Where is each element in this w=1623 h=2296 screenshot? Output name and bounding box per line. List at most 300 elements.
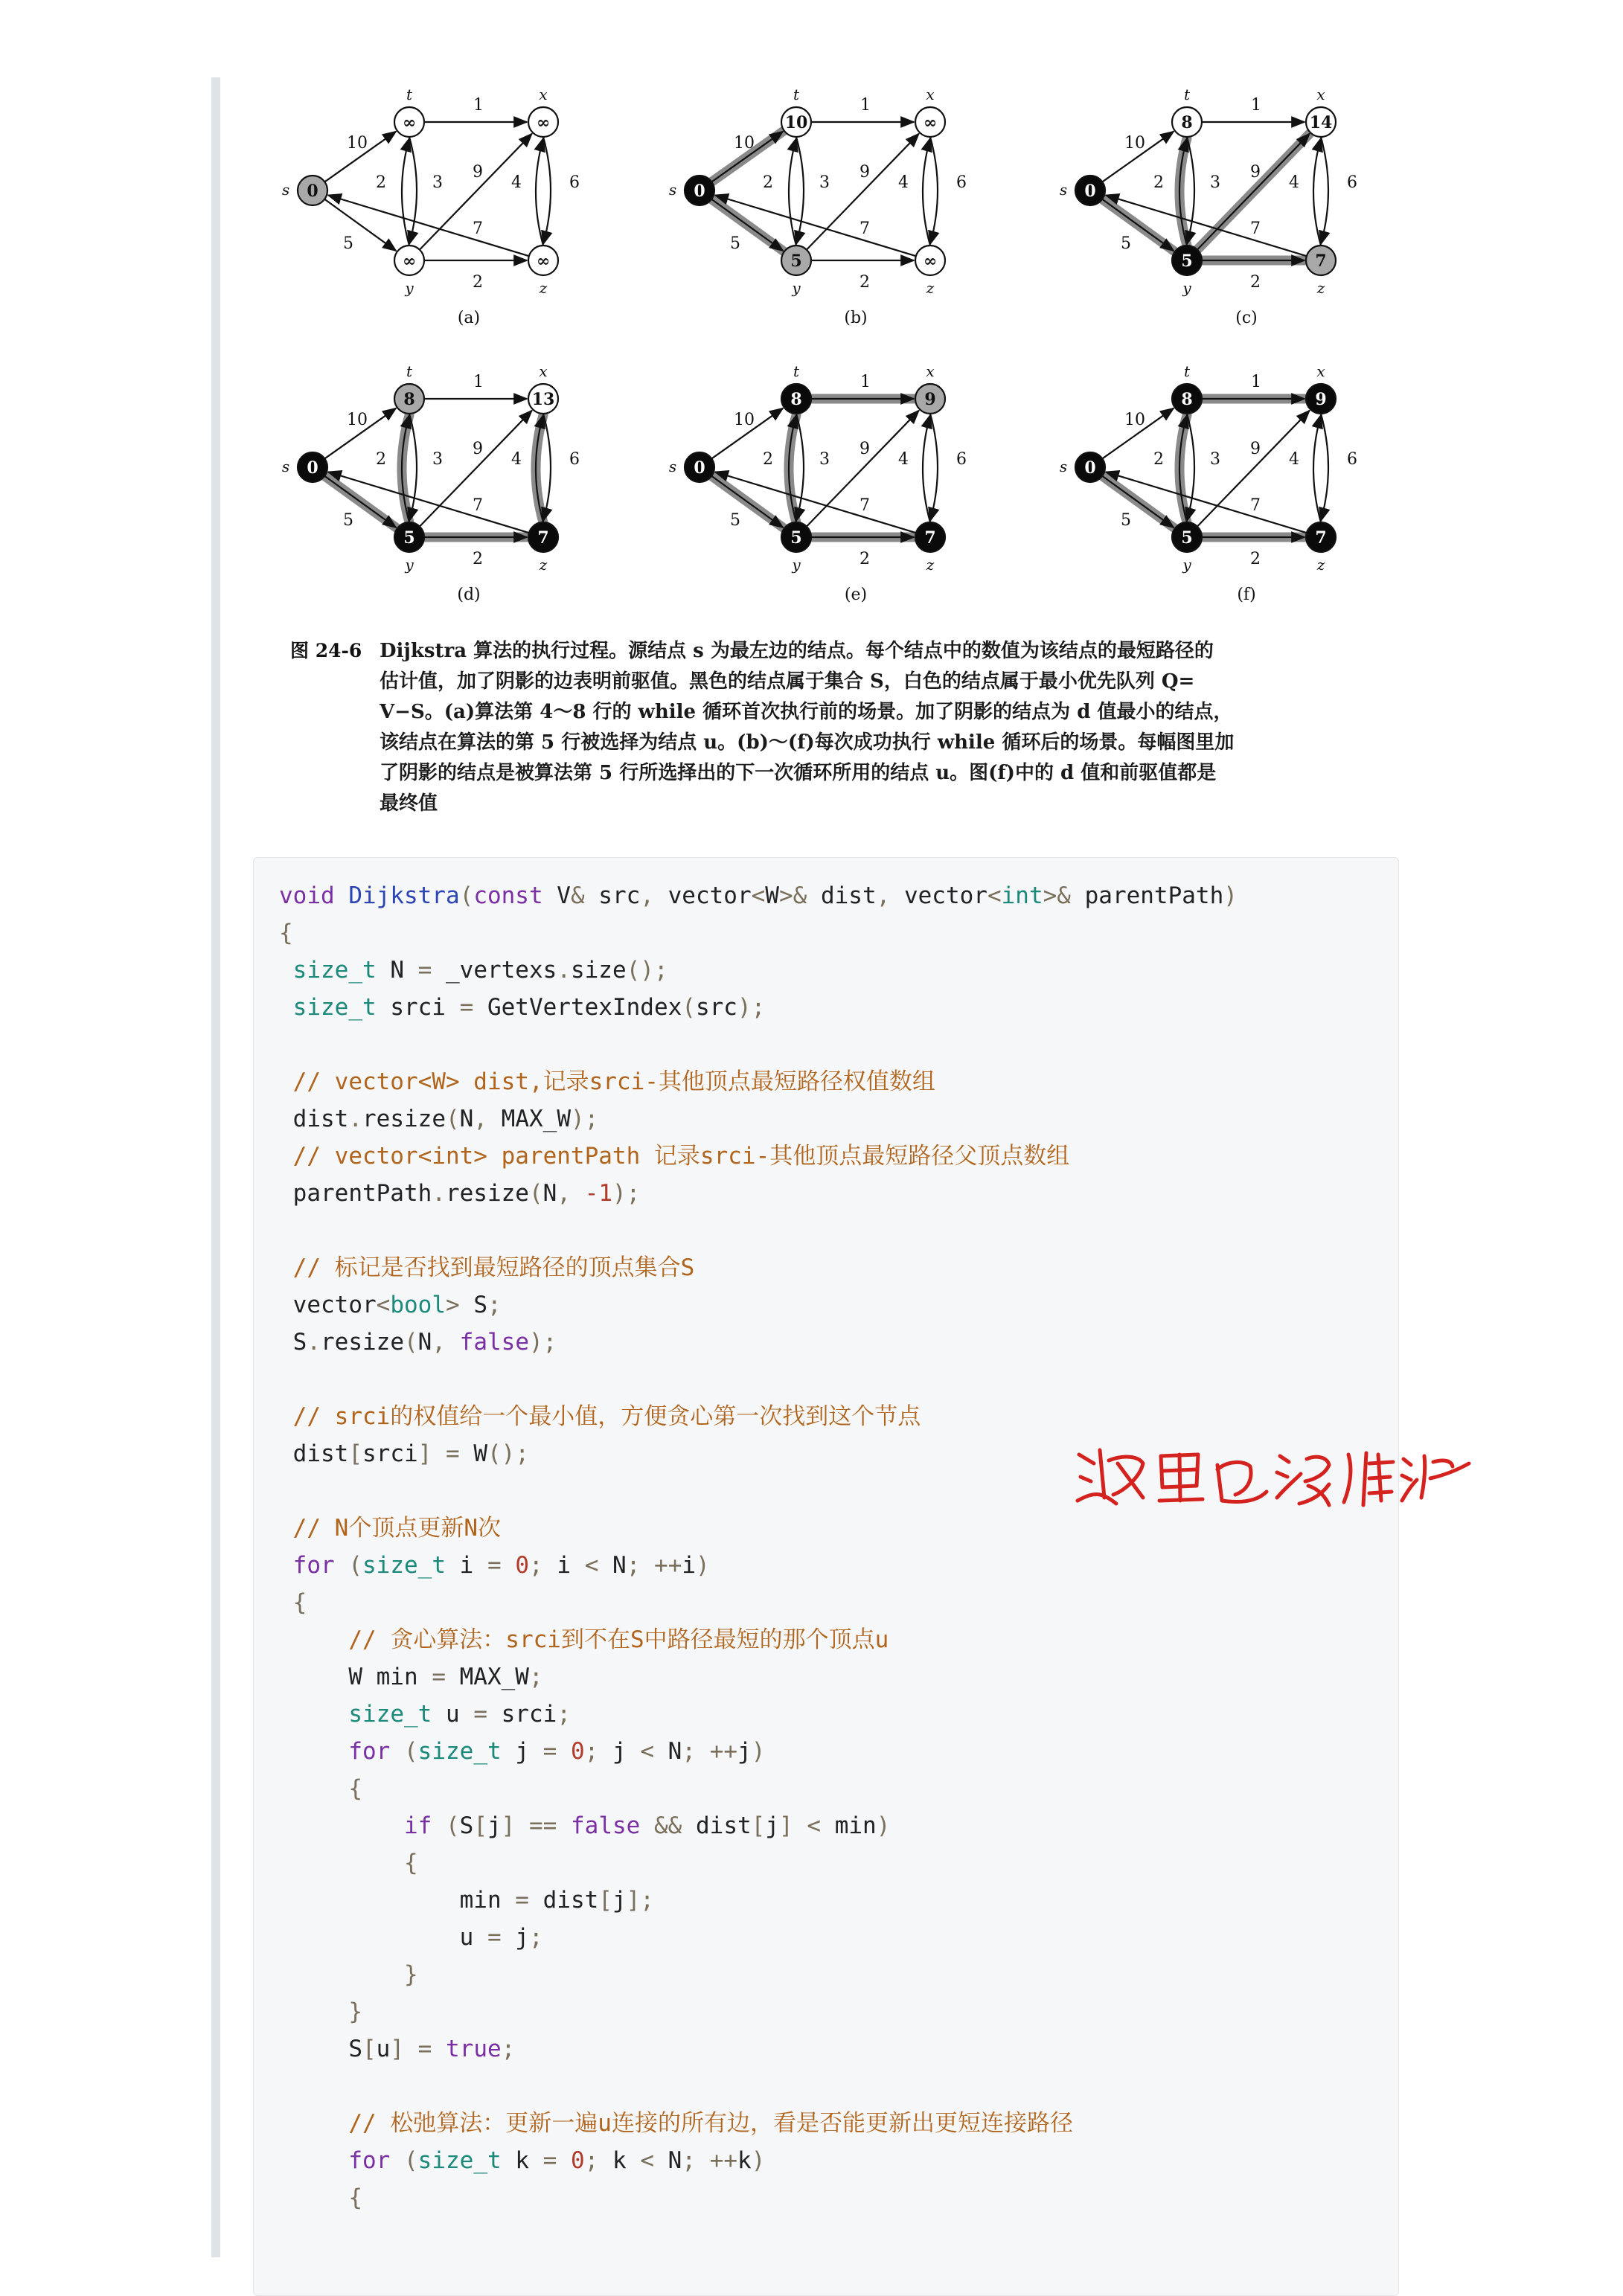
node-distance: ∞	[536, 113, 551, 132]
code-token: u	[376, 2036, 391, 2062]
code-token: =	[417, 2036, 432, 2062]
code-token: )	[751, 1738, 766, 1765]
code-token: ++	[654, 1552, 682, 1579]
edge-weight: 5	[343, 234, 353, 253]
figure-caption-line: 该结点在算法的第 5 行被选择为结点 u。(b)～(f)每次成功执行 while 循环后的场景。每幅图里加	[380, 731, 1235, 754]
code-token: srci	[487, 1701, 557, 1728]
node-name: y	[405, 556, 414, 574]
code-token	[279, 1850, 404, 1876]
code-token: ;	[626, 1552, 641, 1579]
code-token: j	[598, 1738, 641, 1765]
code-token: =	[459, 994, 474, 1021]
code-token: ();	[487, 1440, 529, 1467]
node-distance: 9	[924, 390, 936, 409]
code-token: W	[459, 1440, 487, 1467]
code-token: u	[432, 1701, 474, 1728]
code-token	[279, 1738, 348, 1765]
code-token: i	[446, 1552, 487, 1579]
node-name: z	[1316, 279, 1325, 297]
node-name: t	[793, 362, 800, 380]
code-line	[279, 1212, 1398, 1249]
code-token: MAX_W	[445, 1664, 529, 1690]
code-token: true	[446, 2036, 502, 2062]
code-token: for	[348, 2147, 391, 2174]
code-token: .	[307, 1329, 321, 1356]
code-token: .	[432, 1180, 446, 1207]
edge-weight: 7	[1250, 496, 1261, 515]
code-token: [	[598, 1887, 612, 1914]
code-token	[335, 882, 349, 909]
code-line	[279, 1956, 1398, 1993]
code-token: ]	[390, 2036, 404, 2062]
edge-weight: 5	[730, 234, 740, 253]
figure-caption-line: 估计值，加了阴影的边表明前驱值。黑色的结点属于集合 S，白色的结点属于最小优先队列 Q=	[380, 670, 1195, 693]
edge-weight: 3	[819, 450, 830, 469]
node-distance: ∞	[923, 251, 938, 271]
code-token: GetVertexIndex	[473, 994, 682, 1021]
edge-weight: 9	[859, 163, 870, 182]
code-token: ,	[640, 882, 654, 909]
code-line	[279, 2179, 1398, 2216]
edge-weight: 3	[819, 173, 830, 192]
edge-weight: 9	[473, 163, 483, 182]
code-token: .	[348, 1106, 362, 1132]
code-token: <	[584, 1552, 599, 1579]
code-token: ;	[528, 1924, 543, 1951]
panel-label: (e)	[844, 586, 868, 604]
edge-arrow	[923, 138, 930, 246]
node-distance: 0	[1084, 458, 1096, 478]
code-token	[279, 1552, 293, 1579]
edge-arrow	[1102, 199, 1174, 251]
code-token: srci	[362, 1440, 418, 1467]
code-token: vector	[890, 882, 987, 909]
code-token: =	[542, 2147, 557, 2174]
code-token: N	[376, 957, 418, 984]
code-token: }	[348, 1998, 362, 2025]
edge-arrow	[711, 199, 783, 251]
code-line	[279, 1361, 1398, 1398]
code-token: vector	[279, 1292, 377, 1318]
node-distance: ∞	[402, 113, 417, 132]
edge-weight: 3	[432, 173, 443, 192]
code-token	[557, 1812, 571, 1839]
node-name: x	[926, 86, 935, 103]
node-distance: 8	[1181, 113, 1193, 132]
panel-label: (a)	[457, 309, 481, 327]
node-distance: 0	[694, 182, 705, 201]
code-token: if	[403, 1812, 432, 1839]
node-distance: 0	[1084, 182, 1096, 201]
edge-arrow	[796, 137, 804, 244]
code-line	[279, 1100, 1398, 1138]
edge-weight: 7	[859, 219, 870, 238]
code-token: =	[487, 1552, 502, 1579]
code-token: N	[598, 1552, 627, 1579]
code-token: min	[279, 1887, 516, 1914]
node-distance: ∞	[402, 251, 417, 271]
code-line	[279, 1584, 1398, 1621]
node-distance: 0	[307, 182, 318, 201]
code-token: j	[737, 1738, 752, 1765]
graph-panel	[669, 86, 967, 327]
edge-weight: 3	[1210, 173, 1220, 192]
edge-arrow	[402, 138, 409, 246]
edge-arrow	[930, 414, 938, 521]
node-distance: 13	[531, 390, 555, 409]
code-token	[571, 1180, 585, 1207]
code-token: S	[279, 1329, 307, 1356]
figure-caption-label: 图 24-6	[290, 640, 362, 661]
code-token: // 松弛算法：更新一遍u连接的所有边，看是否能更新出更短连接路径	[279, 2110, 1073, 2137]
code-token	[279, 1998, 348, 2025]
edge-weight: 1	[860, 373, 871, 391]
code-token	[432, 1812, 446, 1839]
code-line	[279, 1621, 1398, 1658]
code-token: (	[404, 2147, 418, 2174]
code-token	[432, 2036, 446, 2062]
code-token	[557, 1738, 571, 1765]
edge-arrow	[1321, 414, 1328, 521]
code-token: W min	[279, 1664, 432, 1690]
code-token	[390, 2147, 404, 2174]
code-token	[390, 1738, 404, 1765]
edge-weight: 7	[473, 496, 483, 515]
code-token: (	[404, 1738, 418, 1765]
code-token: ,	[876, 882, 891, 909]
code-token: (	[445, 1812, 460, 1839]
code-token: ];	[626, 1887, 654, 1914]
code-token: (	[682, 994, 696, 1021]
code-token: {	[403, 1850, 418, 1876]
node-name: x	[539, 86, 548, 103]
code-token: dist	[279, 1106, 349, 1132]
code-token: 0	[571, 1738, 585, 1765]
code-token: ;	[584, 1738, 599, 1765]
edge-weight: 2	[376, 173, 386, 192]
code-token	[696, 1738, 710, 1765]
node-name: y	[792, 279, 801, 297]
node-name: y	[1182, 556, 1191, 574]
code-token: ();	[626, 957, 668, 984]
node-name: z	[926, 279, 935, 297]
code-token: [	[751, 1812, 766, 1839]
code-token: <	[807, 1812, 822, 1839]
edge-weight: 9	[473, 440, 483, 458]
code-token: i	[542, 1552, 585, 1579]
code-token	[432, 1440, 446, 1467]
edge-weight: 9	[1250, 163, 1261, 182]
code-token: <	[987, 882, 1002, 909]
blockquote-bar	[211, 77, 220, 2257]
edge-weight: 7	[1250, 219, 1261, 238]
code-token: N	[654, 1738, 682, 1765]
code-token: size_t	[362, 1552, 446, 1579]
code-token: S	[459, 1292, 487, 1318]
code-listing	[254, 858, 1398, 2216]
code-token: )	[876, 1812, 891, 1839]
code-line	[279, 1696, 1398, 1733]
code-token	[279, 1812, 404, 1839]
node-name: z	[539, 279, 548, 297]
edge-weight: 3	[432, 450, 443, 469]
code-token: Dijkstra	[348, 882, 460, 909]
code-token: }	[403, 1961, 418, 1988]
code-token: // 标记是否找到最短路径的顶点集合S	[279, 1254, 695, 1281]
edge-weight: 2	[473, 273, 483, 292]
edge-weight: 6	[1347, 450, 1357, 469]
node-name: t	[1183, 362, 1191, 380]
edge-weight: 5	[343, 511, 353, 530]
code-token	[502, 1552, 516, 1579]
node-distance: 7	[1315, 251, 1327, 271]
code-token: (	[403, 1329, 418, 1356]
node-name: x	[539, 362, 548, 380]
code-token: size	[570, 957, 627, 984]
edge-arrow	[1313, 138, 1321, 246]
code-token	[279, 1589, 293, 1616]
code-line	[279, 2105, 1398, 2142]
code-token: W	[765, 882, 779, 909]
graph-panel	[282, 362, 580, 604]
code-token	[279, 2184, 348, 2211]
code-line	[279, 1249, 1398, 1286]
code-token	[279, 957, 293, 984]
node-name: s	[1059, 458, 1068, 475]
code-token	[279, 2147, 348, 2174]
code-token: ;	[501, 2036, 516, 2062]
edge-arrow	[1313, 415, 1321, 522]
code-token: // 贪心算法：srci到不在S中路径最短的那个顶点u	[279, 1626, 889, 1653]
code-token: k	[501, 2147, 543, 2174]
node-name: t	[406, 362, 413, 380]
code-token: -1	[584, 1180, 612, 1207]
code-token: ;	[584, 2147, 599, 2174]
node-name: x	[1316, 86, 1325, 103]
code-token	[279, 1961, 404, 1988]
node-name: t	[793, 86, 800, 103]
code-token: )	[1223, 882, 1238, 909]
code-token: <	[640, 1738, 655, 1765]
code-token: [	[348, 1440, 362, 1467]
edge-weight: 4	[898, 450, 909, 469]
code-token: ;	[557, 1701, 571, 1728]
panel-label: (c)	[1235, 309, 1258, 327]
edge-weight: 5	[1121, 511, 1131, 530]
code-token: // srci的权值给一个最小值，方便贪心第一次找到这个节点	[279, 1403, 921, 1430]
code-token	[446, 1329, 460, 1356]
code-token: ,	[473, 1106, 487, 1132]
node-distance: 9	[1315, 390, 1327, 409]
code-token: parentPath	[1070, 882, 1224, 909]
code-line	[279, 1063, 1398, 1100]
panel-label: (b)	[844, 309, 868, 327]
code-token: >	[445, 1292, 460, 1318]
code-token	[640, 1812, 654, 1839]
code-token: )	[751, 2147, 766, 2174]
node-distance: 5	[1181, 251, 1193, 271]
code-token: resize	[445, 1180, 529, 1207]
code-token: N	[542, 1180, 557, 1207]
node-name: s	[281, 458, 290, 475]
node-name: s	[1059, 181, 1068, 199]
code-token: // vector<int> parentPath 记录srci-其他顶点最短路径父顶点数组	[279, 1143, 1070, 1170]
graph-panel	[1060, 86, 1357, 327]
code-token: j	[487, 1812, 502, 1839]
node-distance: 5	[403, 528, 415, 548]
code-token: ++	[709, 2147, 738, 2174]
code-token: ;	[682, 1738, 697, 1765]
code-line	[279, 2068, 1398, 2105]
code-line	[279, 1026, 1398, 1063]
node-name: y	[792, 556, 801, 574]
code-token: for	[348, 1738, 391, 1765]
code-token: =	[473, 1701, 487, 1728]
code-token: ;	[682, 2147, 697, 2174]
code-token: [	[362, 2036, 377, 2062]
edge-weight: 4	[1289, 173, 1299, 192]
dijkstra-graph-panels	[268, 71, 1399, 830]
code-token	[279, 1775, 348, 1802]
code-block	[253, 857, 1399, 2296]
code-token: vector	[653, 882, 752, 909]
code-token: (	[528, 1180, 543, 1207]
code-token: ==	[529, 1812, 557, 1839]
edge-weight: 2	[1250, 273, 1261, 292]
handwritten-note	[1072, 1417, 1473, 1514]
edge-weight: 2	[1250, 550, 1261, 568]
code-token: size_t	[292, 994, 377, 1021]
edge-weight: 2	[763, 450, 773, 469]
node-name: t	[406, 86, 413, 103]
code-token: >&	[778, 882, 807, 909]
edge-arrow	[1321, 137, 1328, 244]
node-name: s	[668, 181, 677, 199]
code-token: size_t	[348, 1701, 432, 1728]
code-line	[279, 1770, 1398, 1807]
code-line	[279, 1882, 1398, 1919]
edge-weight: 7	[473, 219, 483, 238]
code-token: j	[612, 1887, 627, 1914]
edge-arrow	[923, 415, 930, 522]
code-token: =	[432, 1664, 446, 1690]
node-distance: 7	[537, 528, 549, 548]
edge-weight: 6	[569, 173, 580, 192]
code-token: );	[529, 1329, 557, 1356]
edge-arrow	[328, 195, 529, 256]
edge-weight: 2	[376, 450, 386, 469]
edge-weight: 10	[734, 411, 755, 429]
code-token	[279, 994, 293, 1021]
figure-caption-line: V−S。(a)算法第 4～8 行的 while 循环首次执行前的场景。加了阴影的结点为 d 值最小的结点，	[380, 701, 1233, 723]
code-token: =	[417, 957, 432, 984]
edge-weight: 10	[1124, 411, 1145, 429]
edge-weight: 10	[347, 134, 368, 153]
code-token: ]	[779, 1812, 793, 1839]
code-token: k	[598, 2147, 641, 2174]
edge-weight: 6	[956, 173, 967, 192]
code-token: ]	[417, 1440, 432, 1467]
code-token: for	[292, 1552, 335, 1579]
edge-weight: 4	[511, 173, 522, 192]
code-token: void	[279, 882, 335, 909]
node-name: x	[1316, 362, 1325, 380]
code-token: const	[473, 882, 543, 909]
code-line	[279, 1844, 1398, 1882]
code-token	[335, 1552, 349, 1579]
edge-arrow	[789, 138, 796, 246]
code-line	[279, 1324, 1398, 1361]
code-token: dist	[528, 1887, 599, 1914]
node-distance: 5	[1181, 528, 1193, 548]
edge-weight: 6	[1347, 173, 1357, 192]
node-distance: 8	[403, 390, 415, 409]
code-token	[557, 2147, 571, 2174]
code-token: =	[515, 1887, 529, 1914]
code-token: <	[640, 2147, 655, 2174]
edge-weight: 2	[763, 173, 773, 192]
code-token: _vertexs	[432, 957, 557, 984]
node-distance: 7	[1315, 528, 1327, 548]
panel-label: (f)	[1237, 586, 1256, 604]
code-token: size_t	[417, 1738, 502, 1765]
code-token: [	[473, 1812, 487, 1839]
edge-weight: 2	[1153, 173, 1164, 192]
code-token: =	[446, 1440, 460, 1467]
edge-arrow	[543, 137, 551, 244]
edge-weight: 2	[473, 550, 483, 568]
node-name: x	[926, 362, 935, 380]
code-token: ;	[529, 1552, 543, 1579]
node-distance: 5	[790, 528, 802, 548]
code-token: j	[501, 1924, 529, 1951]
code-token: ;	[528, 1664, 543, 1690]
figure-caption-line: 最终值	[380, 792, 438, 815]
edge-weight: 1	[1251, 96, 1261, 115]
node-distance: 5	[790, 251, 802, 271]
node-distance: ∞	[536, 251, 551, 271]
node-name: y	[1182, 279, 1191, 297]
code-token	[640, 1552, 654, 1579]
node-distance: 8	[1181, 390, 1193, 409]
code-token	[696, 2147, 710, 2174]
code-line	[279, 1138, 1398, 1175]
code-token: .	[557, 957, 571, 984]
code-token: ;	[487, 1292, 502, 1318]
dijkstra-figure	[268, 71, 1399, 830]
code-token: src	[695, 994, 737, 1021]
node-distance: ∞	[923, 113, 938, 132]
code-token: );	[612, 1180, 641, 1207]
code-token: (	[445, 1106, 460, 1132]
code-token: 0	[571, 2147, 585, 2174]
code-line	[279, 1993, 1398, 2030]
code-token: size_t	[292, 957, 377, 984]
figure-caption-line: Dijkstra 算法的执行过程。源结点 s 为最左边的结点。每个结点中的数值为该结点的最短路径的	[380, 640, 1214, 662]
code-token: src	[584, 882, 641, 909]
panel-label: (d)	[457, 586, 481, 604]
code-token: <	[751, 882, 766, 909]
edge-arrow	[930, 137, 938, 244]
code-token: k	[737, 2147, 752, 2174]
edge-weight: 10	[347, 411, 368, 429]
graph-panel	[669, 362, 967, 604]
code-token: i	[682, 1552, 697, 1579]
code-line	[279, 877, 1398, 914]
edge-weight: 7	[859, 496, 870, 515]
node-name: t	[1183, 86, 1191, 103]
code-token: // vector<W> dist,记录srci-其他顶点最短路径权值数组	[279, 1068, 935, 1095]
